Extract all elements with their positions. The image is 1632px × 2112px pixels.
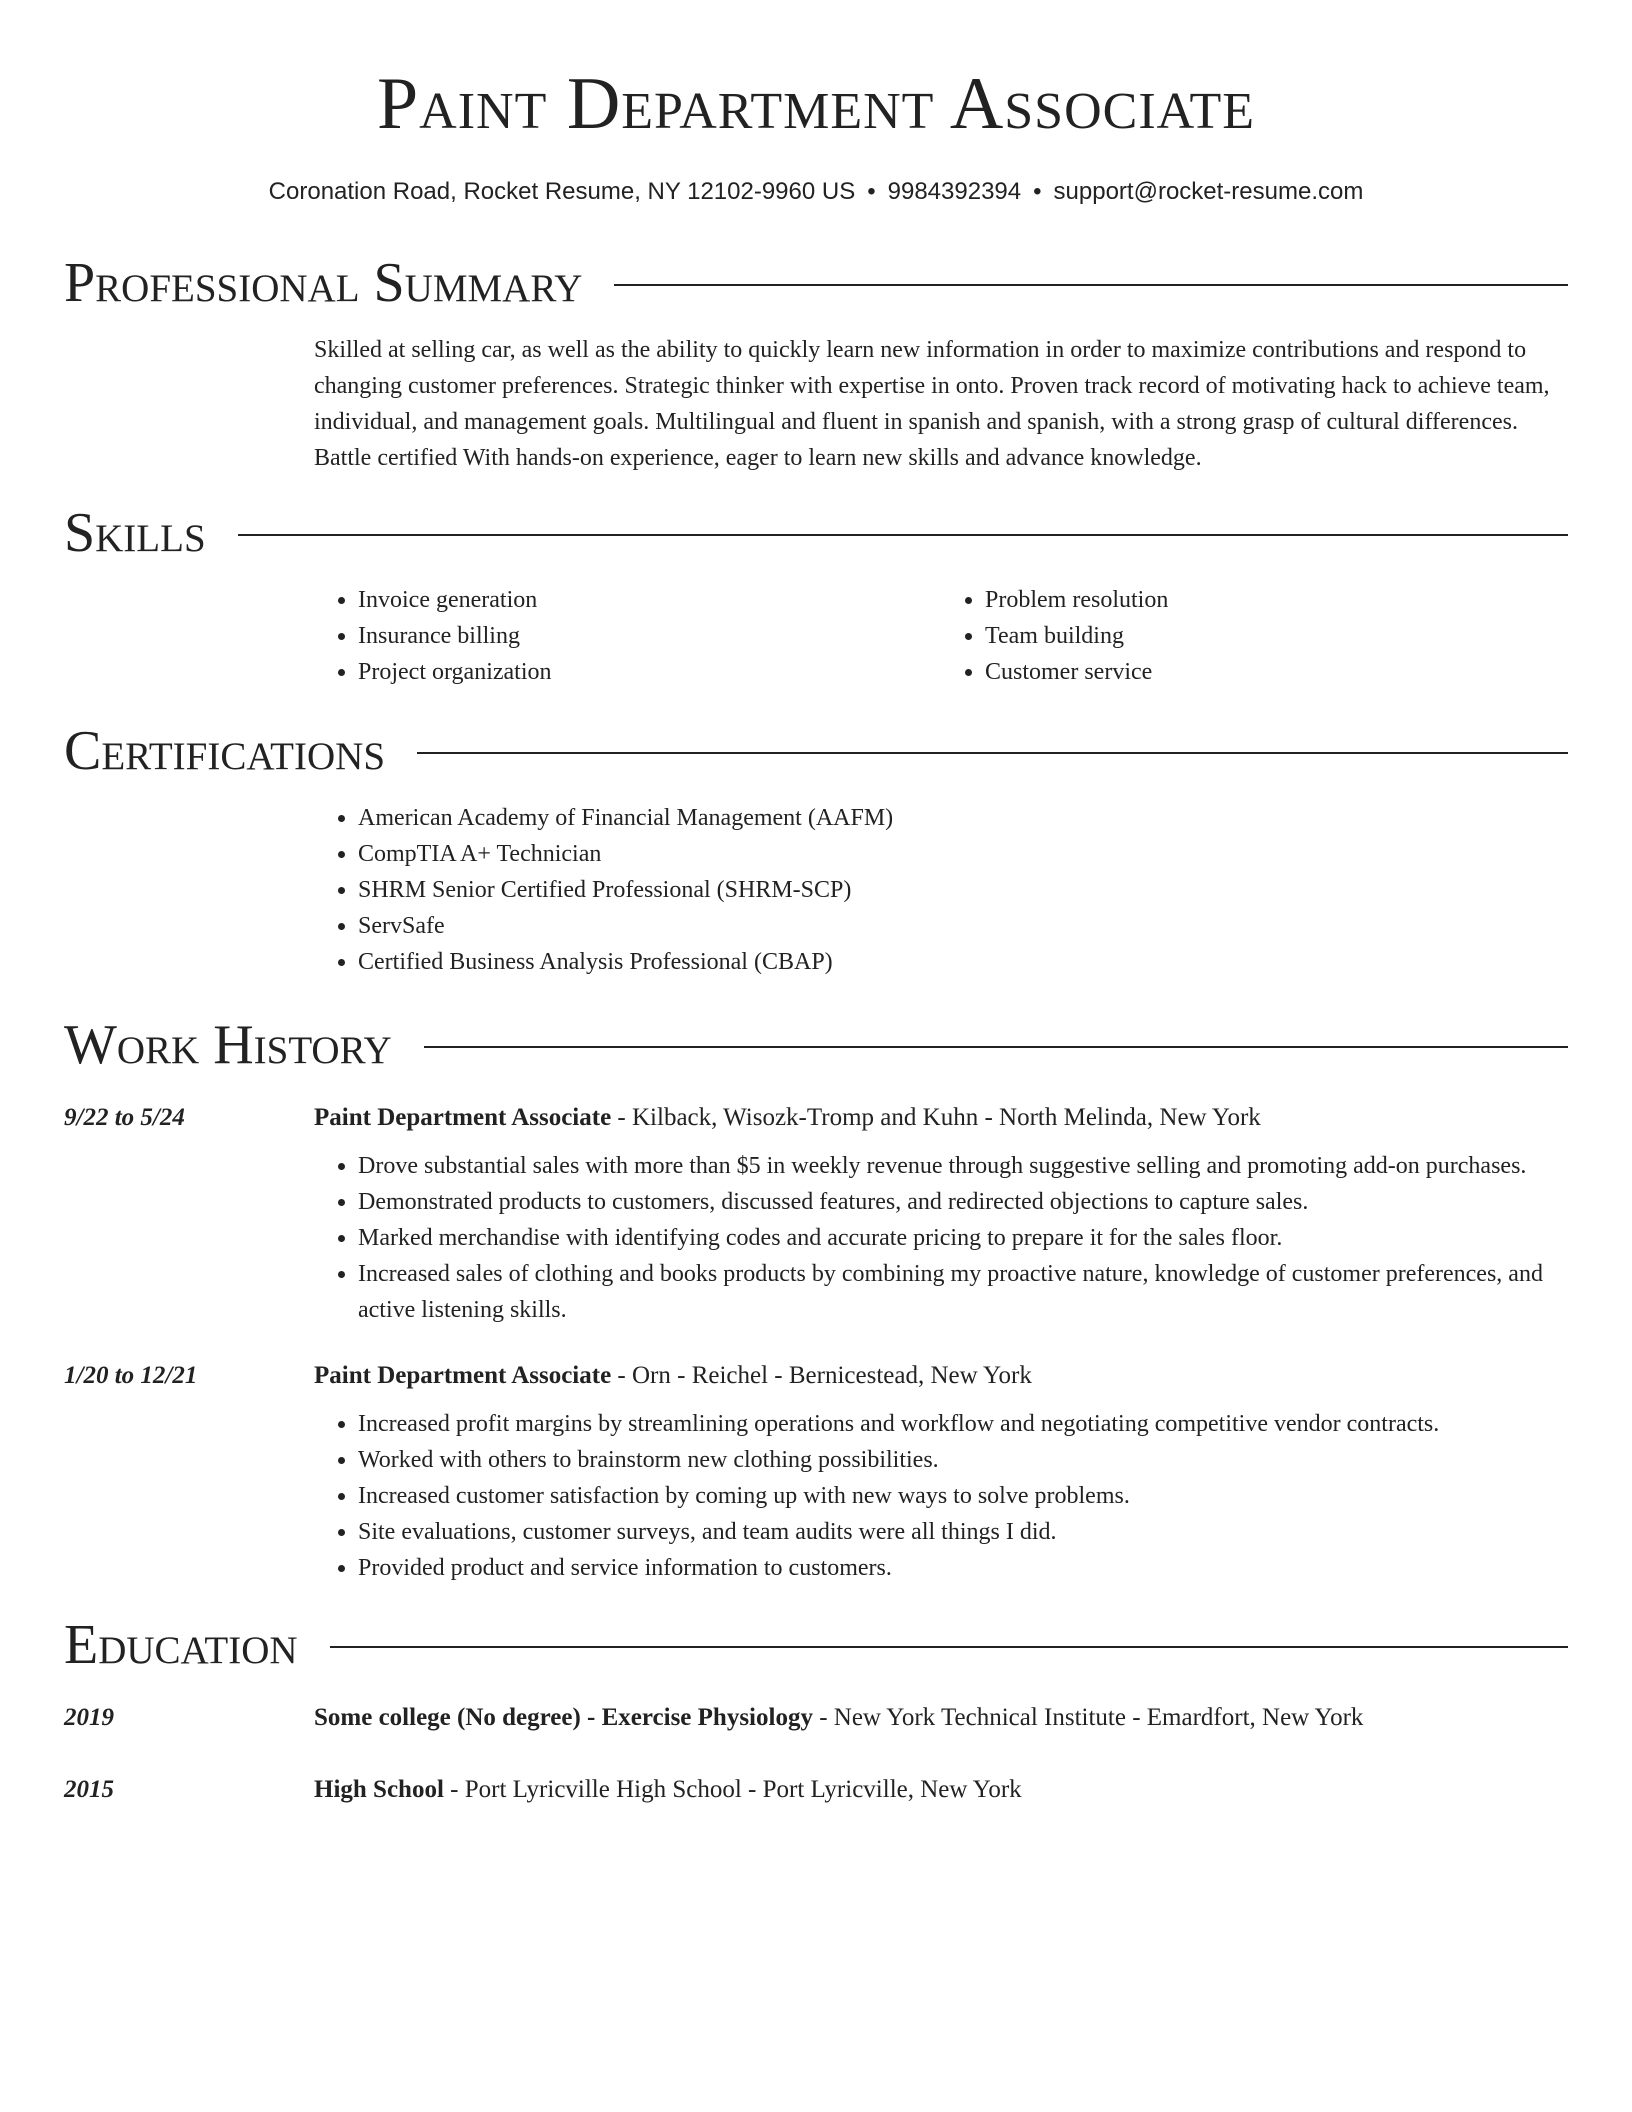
- section-divider: [614, 284, 1568, 286]
- section-heading-education: Education: [64, 1614, 298, 1676]
- certification-item: • ServSafe: [358, 908, 1568, 944]
- work-details: - Kilback, Wisozk-Tromp and Kuhn - North Melinda, New York: [611, 1104, 1261, 1131]
- section-divider: [330, 1646, 1568, 1648]
- skill-item: • Insurance billing: [358, 618, 941, 654]
- contact-phone: 9984392394: [887, 178, 1022, 205]
- section-certifications-header: [64, 716, 1568, 786]
- work-bullet: • Increased sales of clothing and books products by combining my proactive nature, knowledge of customer preferences, and active listening skills.: [358, 1256, 1568, 1328]
- work-bullet: • Provided product and service information to customers.: [358, 1550, 1568, 1586]
- education-entry: [64, 1770, 1568, 1810]
- work-bullet: • Increased profit margins by streamlining operations and workflow and negotiating competitive vendor contracts.: [358, 1406, 1568, 1442]
- section-divider: [417, 752, 1568, 754]
- section-divider: [238, 534, 1568, 536]
- resume-name: Paint Department Associate: [377, 63, 1255, 145]
- section-work-header: [64, 1010, 1568, 1080]
- section-heading-skills: Skills: [64, 502, 206, 564]
- section-education-header: [64, 1610, 1568, 1680]
- work-entry: [64, 1356, 1568, 1396]
- certifications-list: [314, 800, 1568, 980]
- education-entry: [64, 1698, 1568, 1738]
- certification-item: • Certified Business Analysis Professional (CBAP): [358, 944, 1568, 980]
- certification-item: • SHRM Senior Certified Professional (SHRM-SCP): [358, 872, 1568, 908]
- skills-list: [314, 582, 1568, 690]
- certification-item: • American Academy of Financial Management (AAFM): [358, 800, 1568, 836]
- section-skills-header: [64, 498, 1568, 568]
- section-heading-summary: Professional Summary: [64, 252, 583, 314]
- contact-separator: •: [867, 178, 876, 205]
- work-bullet: • Site evaluations, customer surveys, and team audits were all things I did.: [358, 1514, 1568, 1550]
- skill-item: • Project organization: [358, 654, 941, 690]
- section-heading-certifications: Certifications: [64, 720, 386, 782]
- skill-item: • Invoice generation: [358, 582, 941, 618]
- resume-page: [64, 0, 1568, 1810]
- section-divider: [424, 1046, 1568, 1048]
- education-details: - New York Technical Institute - Emardfort, New York: [812, 1704, 1364, 1731]
- work-entry: [64, 1098, 1568, 1138]
- work-details: - Orn - Reichel - Bernicestead, New York: [611, 1362, 1032, 1389]
- contact-line: [64, 174, 1568, 210]
- section-heading-work: Work History: [64, 1014, 392, 1076]
- work-title: Paint Department Associate: [314, 1104, 612, 1131]
- contact-email: support@rocket-resume.com: [1053, 178, 1364, 205]
- summary-text: Skilled at selling car, as well as the ability to quickly learn new information in order to maximize contributions and respond to changing customer preferences. Strategic thinker with expertise in onto. Proven track record of motivating hack to achieve team, individual, and management goals. Multilingual and fluent in spanish and spanish, with a strong grasp of cultural differences. Battle certified With hands-on experience, eager to learn new skills and advance knowledge.: [314, 337, 1550, 471]
- section-summary-header: [64, 248, 1568, 318]
- work-bullet: • Demonstrated products to customers, discussed features, and redirected objections to capture sales.: [358, 1184, 1568, 1220]
- education-date: 2015: [64, 1776, 114, 1803]
- work-date: 9/22 to 5/24: [64, 1104, 185, 1131]
- work-bullet: • Worked with others to brainstorm new clothing possibilities.: [358, 1442, 1568, 1478]
- certification-item: • CompTIA A+ Technician: [358, 836, 1568, 872]
- education-title: High School: [314, 1776, 444, 1803]
- contact-separator: •: [1033, 178, 1042, 205]
- work-bullet: • Marked merchandise with identifying codes and accurate pricing to prepare it for the sales floor.: [358, 1220, 1568, 1256]
- skills-column-1: [314, 582, 941, 690]
- work-bullets: [314, 1406, 1568, 1586]
- education-title: Some college (No degree) - Exercise Physiology: [314, 1704, 813, 1731]
- skills-column-2: [941, 582, 1568, 690]
- skill-item: • Team building: [985, 618, 1568, 654]
- skill-item: • Customer service: [985, 654, 1568, 690]
- contact-address: Coronation Road, Rocket Resume, NY 12102-9960 US: [268, 178, 856, 205]
- work-title: Paint Department Associate: [314, 1362, 612, 1389]
- work-bullet: • Drove substantial sales with more than $5 in weekly revenue through suggestive selling and promoting add-on purchases.: [358, 1148, 1568, 1184]
- skill-item: • Problem resolution: [985, 582, 1568, 618]
- education-details: - Port Lyricville High School - Port Lyricville, New York: [443, 1776, 1022, 1803]
- work-bullet: • Increased customer satisfaction by coming up with new ways to solve problems.: [358, 1478, 1568, 1514]
- work-date: 1/20 to 12/21: [64, 1362, 198, 1389]
- work-bullets: [314, 1148, 1568, 1328]
- education-date: 2019: [64, 1704, 114, 1731]
